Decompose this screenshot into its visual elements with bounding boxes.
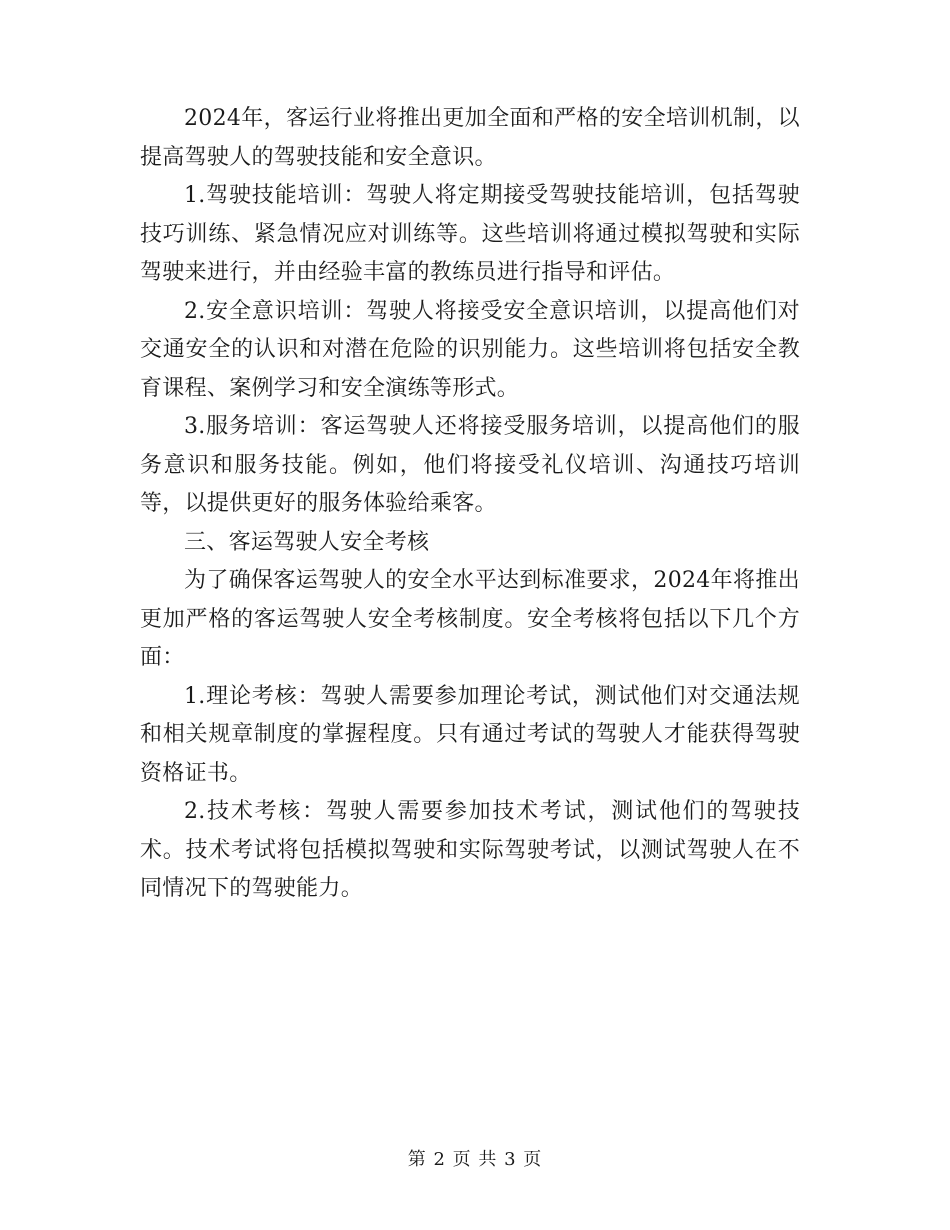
page-number-footer: 第 2 页 共 3 页 — [407, 1149, 543, 1170]
paragraph-technical-assessment: 2.技术考核：驾驶人需要参加技术考试，测试他们的驾驶技术。技术考试将包括模拟驾驶和实际驾驶考试，以测试驾驶人在不同情况下的驾驶能力。 — [140, 799, 800, 901]
paragraph-theory-assessment: 1.理论考核：驾驶人需要参加理论考试，测试他们对交通法规和相关规章制度的掌握程度。只有通过考试的驾驶人才能获得驾驶资格证书。 — [140, 683, 800, 786]
paragraph-training-intro: 2024年，客运行业将推出更加全面和严格的安全培训机制，以提高驾驶人的驾驶技能和安全意识。 — [140, 106, 800, 170]
paragraph-safety-awareness-training: 2.安全意识培训：驾驶人将接受安全意识培训，以提高他们对交通安全的认识和对潜在危险的识别能力。这些培训将包括安全教育课程、案例学习和安全演练等形式。 — [140, 298, 800, 401]
paragraph-service-training: 3.服务培训：客运驾驶人还将接受服务培训，以提高他们的服务意识和服务技能。例如，他们将接受礼仪培训、沟通技巧培训等，以提供更好的服务体验给乘客。 — [140, 414, 800, 516]
document-body — [140, 100, 800, 909]
section-heading-safety-assessment: 三、客运驾驶人安全考核 — [184, 529, 430, 555]
paragraph-driving-skill-training: 1.驾驶技能培训：驾驶人将定期接受驾驶技能培训，包括驾驶技巧训练、紧急情况应对训练等。这些培训将通过模拟驾驶和实际驾驶来进行，并由经验丰富的教练员进行指导和评估。 — [140, 183, 800, 285]
paragraph-assessment-intro: 为了确保客运驾驶人的安全水平达到标准要求，2024年将推出更加严格的客运驾驶人安全考核制度。安全考核将包括以下几个方面： — [140, 568, 800, 670]
